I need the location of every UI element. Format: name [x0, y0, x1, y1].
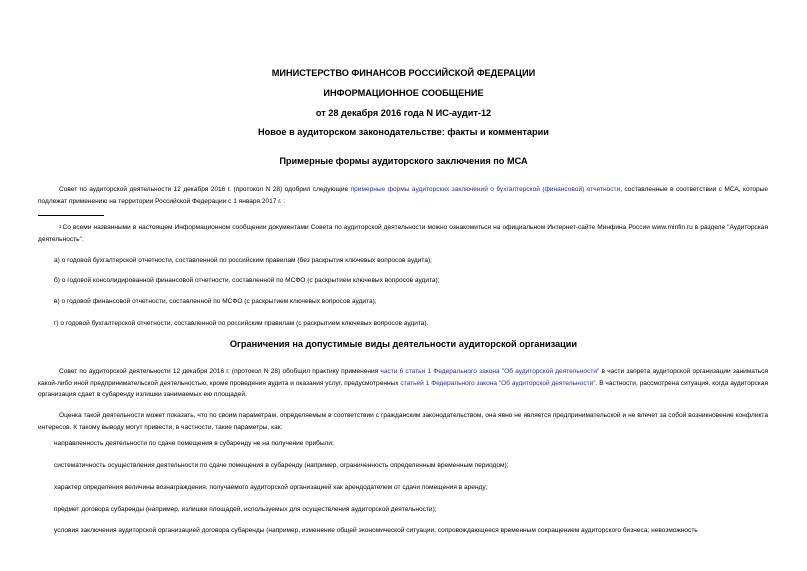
footnote-divider: [38, 215, 104, 216]
document-date-heading: от 28 декабря 2016 года N ИС-аудит-12: [315, 108, 492, 118]
list-item: систематичность осуществления деятельности по сдаче помещения в субаренду (например, ограниченность определенным временным периодом);: [54, 462, 509, 469]
list-item: г) о годовой бухгалтерской отчетности, составленной по российским правилам (с раскрытием ключевых вопросов аудита).: [54, 320, 429, 327]
law-article-1-link[interactable]: статьей 1 Федерального закона "Об аудиторской деятельности": [400, 379, 596, 387]
restrictions-text-a: Совет по аудиторской деятельности 12 декабря 2016 г. (протокол N 28) обобщил практику применения: [59, 368, 381, 375]
restrictions-text-b: в части запрета аудиторской организации заниматься какой-либо иной предпринимательской деятельностью, кроме проведения аудита и оказания услуг, предусмотренных: [38, 368, 769, 387]
assessment-paragraph: Оценка такой деятельности может показать, что по своим параметрам, определяемым в соответствии с гражданским законодательством, она явно не является предпринимательской и не влечет за собой возникновение конфликта интересов. К такому выводу могут привести, в частности, такие параметры, как:: [38, 412, 768, 431]
list-item: б) о годовой консолидированной финансовой отчетности, составленной по МСФО (с раскрытием ключевых вопросов аудита);: [54, 277, 440, 284]
restrictions-paragraph: [38, 366, 768, 401]
list-item: направленность деятельности по сдаче помещения в субаренду не на получение прибыли;: [54, 440, 334, 447]
document-subtitle: Новое в аудиторском законодательстве: факты и комментарии: [258, 127, 549, 137]
restrictions-text-c: . В частности, рассмотрена ситуация, когда аудиторская организация сдает в субаренду излишки занимаемых ею площадей.: [38, 379, 768, 399]
list-item: характер определения величины вознаграждения, получаемого аудиторской организацией как арендодателем от сдачи помещения в аренду;: [54, 484, 488, 491]
intro-paragraph: [38, 184, 768, 207]
footnote-text: Со всеми названными в настоящем Информационном сообщении документами Совета по аудиторской деятельности можно ознакомиться на официальном Интернет-сайте Минфина России www.minfin.ru в разделе "Аудиторская деятельность".: [38, 224, 768, 243]
list-item: в) о годовой финансовой отчетности, составленной по МСФО (с раскрытием ключевых вопросов аудита);: [54, 298, 377, 305]
intro-text-end: , составленные в соответствии с МСА, которые подлежат применению на территории Российской Федерации с 1 января 2017 г. :: [38, 186, 768, 205]
footnote-marker: 1: [59, 224, 62, 229]
list-item: а) о годовой бухгалтерской отчетности, составленной по российским правилам (без раскрытия ключевых вопросов аудита);: [54, 257, 432, 264]
section-title-restrictions: Ограничения на допустимые виды деятельности аудиторской организации: [229, 339, 578, 349]
list-item: предмет договора субаренды (например, излишки площадей, используемых для осуществления аудиторской деятельности);: [54, 506, 437, 513]
law-article-1-part-6-link[interactable]: части 6 статьи 1 Федерального закона "Об аудиторской деятельности": [380, 368, 600, 375]
ministry-heading: МИНИСТЕРСТВО ФИНАНСОВ РОССИЙСКОЙ ФЕДЕРАЦИИ: [271, 68, 536, 78]
audit-forms-link[interactable]: примерные формы аудиторских заключений о бухгалтерской (финансовой) отчетности: [350, 186, 621, 193]
document-type-heading: ИНФОРМАЦИОННОЕ СООБЩЕНИЕ: [323, 88, 484, 98]
list-item: условия заключения аудиторской организацией договора субаренды (например, изменение общей экономической ситуации, сопровождающееся временным сокращением аудиторского бизнеса; невозможность: [54, 527, 698, 534]
section-title-audit-forms: Примерные формы аудиторского заключения по МСА: [279, 156, 528, 166]
intro-text-start: Совет по аудиторской деятельности 12 декабря 2016 г. (протокол N 28) одобрил следующие: [59, 186, 351, 193]
footnote: [38, 221, 768, 245]
